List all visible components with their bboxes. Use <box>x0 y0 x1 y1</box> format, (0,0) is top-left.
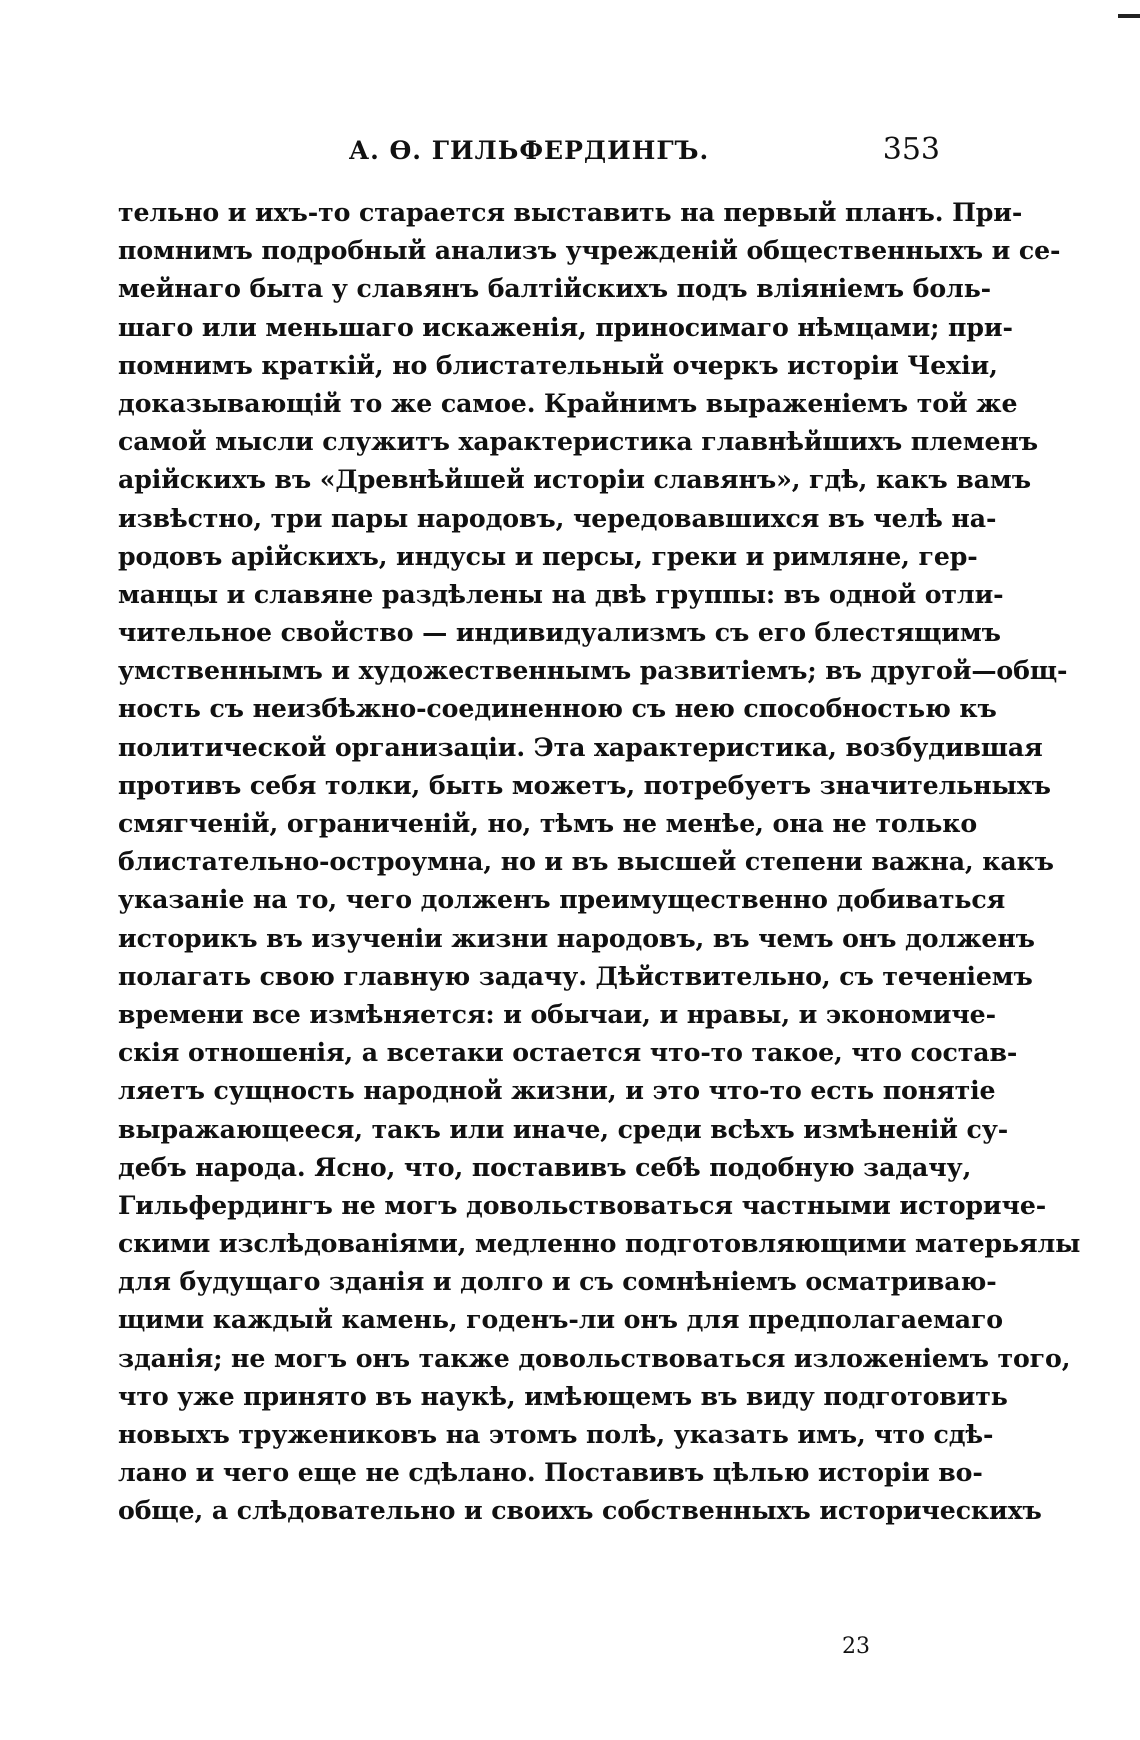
text-line: ность съ неизбѣжно-соединенною съ нею способностью къ <box>118 693 997 724</box>
signature-mark: 23 <box>842 1634 870 1659</box>
text-line: арійскихъ въ «Древнѣйшей исторіи славянъ», гдѣ, какъ вамъ <box>118 464 1031 495</box>
text-line: извѣстно, три пары народовъ, чередовавшихся въ челѣ на- <box>118 502 997 533</box>
text-line: скими изслѣдованіями, медленно подготовляющими матерьялы <box>118 1228 1081 1259</box>
text-line: шаго или меньшаго искаженія, приносимаго нѣмцами; при- <box>118 311 1013 342</box>
text-line: противъ себя толки, быть можетъ, потребуетъ значительныхъ <box>118 769 1051 800</box>
text-line: зданія; не могъ онъ также довольствоваться изложеніемъ того, <box>118 1342 1071 1373</box>
text-line: историкъ въ изученіи жизни народовъ, въ чемъ онъ долженъ <box>118 922 1035 953</box>
text-line: новыхъ тружениковъ на этомъ полѣ, указать имъ, что сдѣ- <box>118 1419 994 1449</box>
text-line: чительное свойство — индивидуализмъ съ его блестящимъ <box>118 617 1001 648</box>
text-line: помнимъ краткій, но блистательный очеркъ исторіи Чехіи, <box>118 349 998 380</box>
text-line: доказывающій то же самое. Крайнимъ выраженіемъ той же <box>118 387 1018 418</box>
page-number: 353 <box>882 132 940 167</box>
text-line: полагать свою главную задачу. Дѣйствительно, съ теченіемъ <box>118 960 1033 991</box>
text-line: тельно и ихъ-то старается выставить на первый планъ. При- <box>118 197 1023 227</box>
text-line: указаніе на то, чего долженъ преимущественно добиваться <box>118 884 1006 915</box>
text-line: умственнымъ и художественнымъ развитіемъ; въ другой—общ- <box>118 655 1068 686</box>
text-line: скія отношенія, а всетаки остается что-то такое, что состав- <box>118 1037 1018 1068</box>
text-line: дебъ народа. Ясно, что, поставивъ себѣ подобную задачу, <box>118 1151 972 1182</box>
text-line: манцы и славяне раздѣлены на двѣ группы: въ одной отли- <box>118 578 1004 609</box>
text-line: лано и чего еще не сдѣлано. Поставивъ цѣлью исторіи во- <box>118 1457 983 1488</box>
running-title: А. Ѳ. ГИЛЬФЕРДИНГЪ. <box>348 136 710 165</box>
text-line: смягченій, ограниченій, но, тѣмъ не менѣе, она не только <box>118 808 978 838</box>
text-line: родовъ арійскихъ, индусы и персы, греки и римляне, гер- <box>118 540 978 571</box>
text-line: времени все измѣняется: и обычаи, и нравы, и экономиче- <box>118 998 996 1029</box>
text-line: блистательно-остроумна, но и въ высшей степени важна, какъ <box>118 846 1054 877</box>
text-line: Гильфердингъ не могъ довольствоваться частными историче- <box>118 1189 1047 1220</box>
scan-edge-mark <box>1118 14 1140 18</box>
text-line: политической организаціи. Эта характеристика, возбудившая <box>118 731 1043 762</box>
text-line: обще, а слѣдовательно и своихъ собственныхъ историческихъ <box>118 1495 1042 1526</box>
text-line: выражающееся, такъ или иначе, среди всѣхъ измѣненій су- <box>118 1113 1009 1144</box>
text-line: щими каждый камень, годенъ-ли онъ для предполагаемаго <box>118 1304 1003 1335</box>
body-text <box>118 193 1081 1530</box>
text-line: ляетъ сущность народной жизни, и это что-то есть понятіе <box>118 1075 996 1106</box>
text-line: самой мысли служитъ характеристика главнѣйшихъ племенъ <box>118 426 1038 457</box>
text-line: помнимъ подробный анализъ учрежденій общественныхъ и се- <box>118 235 1061 266</box>
page-header <box>118 132 940 176</box>
text-line: что уже принято въ наукѣ, имѣющемъ въ виду подготовить <box>118 1380 1008 1411</box>
text-line: мейнаго быта у славянъ балтійскихъ подъ вліяніемъ боль- <box>118 273 992 304</box>
text-line: для будущаго зданія и долго и съ сомнѣніемъ осматриваю- <box>118 1266 997 1297</box>
